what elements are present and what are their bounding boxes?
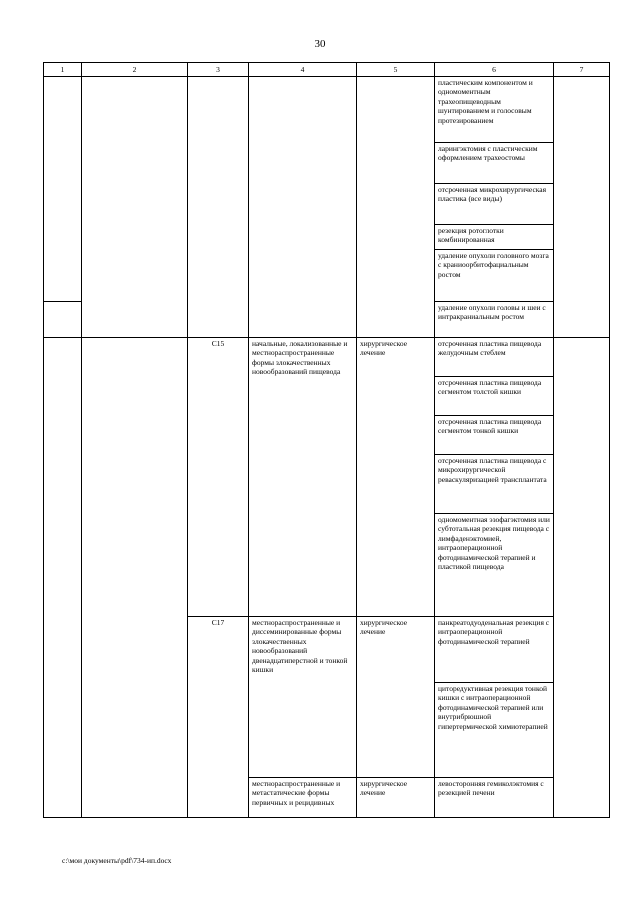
cell-col-7 [554,338,610,818]
cell-col-7 [554,77,610,338]
page-number: 30 [314,38,326,50]
header-col-3: 3 [188,63,249,77]
header-col-1: 1 [44,63,82,77]
diagnosis: местнораспространенные и диссеминированные формы злокачественных новообразований двенадцатиперстной и тонкой кишки [249,617,357,778]
cell-col-2 [82,77,188,338]
method-item: резекция ротоглотки комбинированная [435,225,553,250]
cell-col-2 [82,338,188,818]
methods-cell [435,77,554,302]
cell-col-1 [44,338,82,818]
header-col-5: 5 [357,63,435,77]
header-col-4: 4 [249,63,357,77]
methods-cell [435,617,554,778]
treatment: хирургическое лечение [357,338,435,617]
header-col-7: 7 [554,63,610,77]
method-item: отсроченная пластика пищевода сегментом тонкой кишки [435,416,553,455]
diagnosis: начальные, локализованные и местнораспространенные формы злокачественных новообразований пищевода [249,338,357,617]
cell-col-5 [357,77,435,338]
header-col-2: 2 [82,63,188,77]
methods-cell [435,338,554,617]
method-item: удаление опухоли головы и шеи с интракраниальным ростом [435,302,554,338]
cell-col-3 [188,77,249,338]
file-path-footer: c:\мои документы\pdf\734-ип.docx [62,856,172,865]
method-item: левосторонняя гемиколэктомия с резекцией печени [435,778,554,818]
method-item: панкреатодуоденальная резекция с интраоперационной фотодинамической терапией [435,617,553,683]
method-item: пластическим компонентом и одномоментным трахеопищеводным шунтированием и голосовым протезированием [435,77,553,143]
method-item: отсроченная пластика пищевода с микрохирургической реваскуляризацией трансплантата [435,455,553,514]
method-item: отсроченная пластика пищевода сегментом толстой кишки [435,377,553,416]
diagnosis: местнораспространенные и метастатические формы первичных и рецидивных [249,778,357,818]
table-row-continuation [44,77,610,302]
table-row-c15 [44,338,610,617]
treatment: хирургическое лечение [357,778,435,818]
method-item: циторедуктивная резекция тонкой кишки с интраоперационной фотодинамической терапией или внутрибрюшной гипертермической химиотерапией [438,684,548,731]
method-item: одномоментная эзофагэктомия или субтотальная резекция пищевода с лимфаденэктомией, интраоперационной фотодинамической терапией и пластикой пищевода [438,515,550,571]
treatment: хирургическое лечение [357,617,435,778]
header-row [44,63,610,77]
method-item: отсроченная микрохирургическая пластика (все виды) [435,184,553,225]
method-item: отсроченная пластика пищевода желудочным стеблем [435,338,553,377]
cell-col-1 [44,77,82,302]
cell-col-1 [44,302,82,338]
procedures-table [43,62,610,818]
cell-col-4 [249,77,357,338]
header-col-6: 6 [435,63,554,77]
icd-code: C17 [188,617,249,818]
method-item: удаление опухоли головного мозга с краниоорбитофациальным ростом [438,251,549,279]
icd-code: C15 [188,338,249,617]
method-item: ларингэктомия с пластическим оформлением трахеостомы [435,143,553,184]
